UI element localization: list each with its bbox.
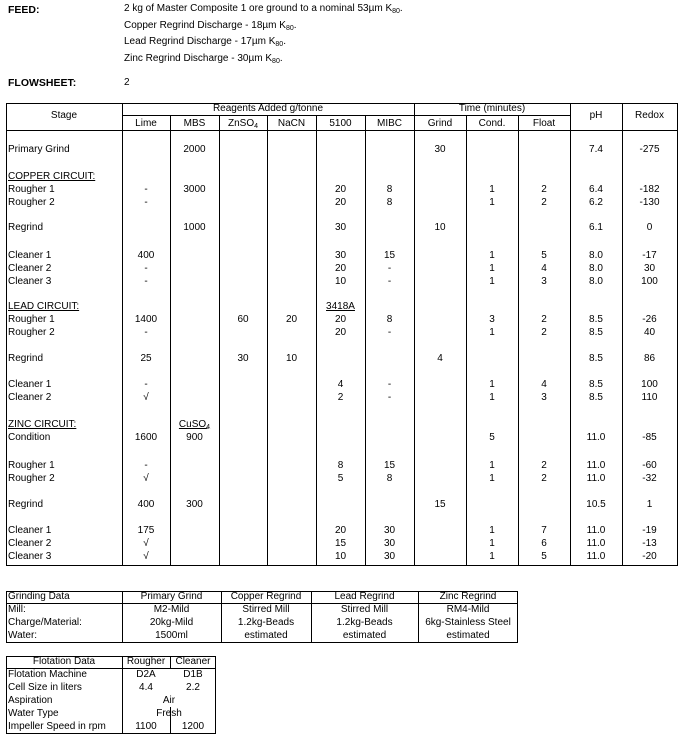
value-cell-ph: 11.0 xyxy=(586,551,606,562)
subscript: 80 xyxy=(272,57,280,65)
value-cell-cond: 1 xyxy=(489,551,495,562)
stage-cell: Cleaner 3 xyxy=(8,276,52,287)
value-cell-redox: -17 xyxy=(642,250,657,261)
value-cell-5100: 20 xyxy=(334,327,347,338)
grinding-header: Lead Regrind xyxy=(334,591,395,602)
value-cell-cond: 1 xyxy=(489,538,495,549)
value-cell-float: 2 xyxy=(541,197,547,208)
value-cell-float: 5 xyxy=(541,250,547,261)
col-header-lime: Lime xyxy=(135,118,157,129)
stage-cell: Rougher 2 xyxy=(8,327,55,338)
stage-cell: Cleaner 3 xyxy=(8,551,52,562)
value-cell-mibc: 30 xyxy=(383,551,396,562)
value-cell-grind: 30 xyxy=(434,144,446,155)
value-cell-ph: 7.4 xyxy=(589,144,603,155)
value-cell-redox: 100 xyxy=(641,379,658,390)
value-cell-lime: 400 xyxy=(137,499,155,510)
stage-cell: Rougher 2 xyxy=(8,473,55,484)
grinding-cell: 6kg-Stainless Steel xyxy=(425,617,511,628)
value-cell-cond: 3 xyxy=(489,314,495,325)
value-cell-5100: 15 xyxy=(334,538,347,549)
table-border xyxy=(219,115,220,566)
value-cell-lime: - xyxy=(144,379,148,390)
value-cell-ph: 6.4 xyxy=(589,184,603,195)
col-header-znso: ZnSO$_4$ xyxy=(227,118,259,130)
value-cell-redox: 110 xyxy=(641,392,658,403)
flowsheet-label: FLOWSHEET: xyxy=(8,77,77,89)
value-cell-float: 4 xyxy=(541,379,547,390)
value-cell-ph: 8.5 xyxy=(589,353,603,364)
flotation-cell-rougher: D2A xyxy=(136,669,156,680)
grinding-cell: estimated xyxy=(446,630,490,641)
value-cell-5100: 2 xyxy=(337,392,344,403)
stage-cell: Cleaner 1 xyxy=(8,250,52,261)
value-cell-lime: - xyxy=(144,263,148,274)
value-cell-redox: -32 xyxy=(642,473,657,484)
grinding-cell: Stirred Mill xyxy=(340,604,389,615)
value-cell-redox: 0 xyxy=(646,222,653,233)
value-cell-lime: - xyxy=(144,197,148,208)
stage-cell: Primary Grind xyxy=(8,144,70,155)
value-cell-5100: 30 xyxy=(334,250,347,261)
value-cell-float: 2 xyxy=(541,473,547,484)
flotation-header-cleaner: Cleaner xyxy=(175,656,211,667)
redox-header: Redox xyxy=(635,110,664,121)
subscript: 80 xyxy=(392,8,400,15)
value-cell-redox: 86 xyxy=(643,353,656,364)
value-cell-float: 3 xyxy=(541,276,547,287)
flotation-cell-cleaner: 1200 xyxy=(181,721,205,732)
value-cell-redox: -275 xyxy=(639,144,660,155)
value-cell-ph: 11.0 xyxy=(586,525,606,536)
table-border xyxy=(267,115,268,566)
value-cell-cond: 1 xyxy=(489,197,495,208)
grinding-cell: 1500ml xyxy=(155,630,188,641)
value-cell-mbs: 900 xyxy=(186,432,203,443)
value-cell-lime: 1400 xyxy=(134,314,158,325)
value-cell-mbs: 3000 xyxy=(183,184,206,195)
flotation-cell-rougher: 4.4 xyxy=(139,682,153,693)
flotation-cell: Air xyxy=(162,695,176,706)
value-cell-ph: 11.0 xyxy=(586,538,606,549)
value-cell-ph: 6.2 xyxy=(589,197,603,208)
value-cell-cond: 1 xyxy=(489,460,495,471)
value-cell-redox: -60 xyxy=(642,460,657,471)
stage-cell: ZINC CIRCUIT: xyxy=(8,419,77,430)
value-cell-redox: 100 xyxy=(641,276,658,287)
value-cell-lime: 400 xyxy=(137,250,155,261)
flotation-header-rougher: Rougher xyxy=(126,656,166,667)
stage-cell: Regrind xyxy=(8,353,44,364)
value-cell-float: 2 xyxy=(541,460,547,471)
feed-label: FEED: xyxy=(8,4,40,16)
value-cell-5100: 20 xyxy=(334,184,347,195)
value-cell-cond: 5 xyxy=(489,432,495,443)
col-header-cond: Cond. xyxy=(478,118,506,129)
value-cell-float: 4 xyxy=(541,263,547,274)
col-header-float: Float xyxy=(532,118,556,129)
stage-cell: Rougher 2 xyxy=(8,197,55,208)
table-border xyxy=(466,115,467,566)
value-cell-5100: 20 xyxy=(334,263,347,274)
flotation-row-label: Flotation Machine xyxy=(8,669,87,680)
time-header: Time (minutes) xyxy=(458,103,526,114)
value-cell-5100: 20 xyxy=(334,525,347,536)
value-cell-grind: 4 xyxy=(437,353,443,364)
value-cell-cond: 1 xyxy=(489,184,495,195)
value-cell-5100: 30 xyxy=(334,222,347,233)
col-header-mibc: MIBC xyxy=(377,118,402,129)
grinding-row-label: Water: xyxy=(8,630,38,641)
value-cell-mbs: 300 xyxy=(186,499,203,510)
table-border xyxy=(122,115,570,116)
value-cell-redox: -130 xyxy=(639,197,660,208)
value-cell-mibc: 30 xyxy=(383,538,396,549)
value-cell-lime: √ xyxy=(143,551,149,562)
value-cell-redox: -19 xyxy=(642,525,657,536)
value-cell-mibc: 15 xyxy=(383,460,396,471)
stage-cell: Cleaner 1 xyxy=(8,379,52,390)
value-cell-redox: -13 xyxy=(642,538,657,549)
value-cell-cond: 1 xyxy=(489,250,495,261)
subscript: 80 xyxy=(275,41,284,48)
feed-line: Lead Regrind Discharge - 17µm $K_{80}$. xyxy=(124,36,286,48)
value-cell-redox: 30 xyxy=(643,263,656,274)
flotation-header: Flotation Data xyxy=(32,656,96,667)
value-cell-redox: 1 xyxy=(646,499,653,510)
col-header-5100: 5100 xyxy=(329,118,352,129)
value-cell-redox: -20 xyxy=(642,551,657,562)
flotation-cell: Fresh xyxy=(156,708,182,719)
value-cell-cond: 1 xyxy=(489,327,495,338)
flowsheet-value: 2 xyxy=(124,77,130,88)
value-cell-grind: 10 xyxy=(434,222,446,233)
value-cell-lime: √ xyxy=(143,473,149,484)
value-cell-ph: 6.1 xyxy=(589,222,603,233)
value-cell-lime: - xyxy=(144,327,148,338)
col-header-grind: Grind xyxy=(427,118,453,129)
value-cell-mibc: 8 xyxy=(386,184,393,195)
reagents-header: Reagents Added g/tonne xyxy=(212,103,324,114)
value-cell-mibc: 8 xyxy=(386,473,393,484)
value-cell-redox: 40 xyxy=(643,327,656,338)
value-cell-float: 2 xyxy=(541,314,547,325)
value-cell-5100: 3418A xyxy=(326,301,355,312)
table-border xyxy=(414,103,415,566)
value-cell-lime: - xyxy=(144,276,148,287)
value-cell-5100: 20 xyxy=(334,197,347,208)
flotation-row-label: Aspiration xyxy=(8,695,53,706)
value-cell-float: 3 xyxy=(541,392,547,403)
value-cell-ph: 8.0 xyxy=(589,276,603,287)
value-cell-mibc: 8 xyxy=(386,197,393,208)
stage-cell: Regrind xyxy=(8,222,44,233)
grinding-row-label: Mill: xyxy=(8,604,26,615)
value-cell-mibc: - xyxy=(387,392,392,403)
value-cell-mibc: - xyxy=(387,379,392,390)
flotation-row-label: Water Type xyxy=(8,708,59,719)
value-cell-znso: 30 xyxy=(237,353,249,364)
stage-cell: Rougher 1 xyxy=(8,460,55,471)
stage-cell: Cleaner 2 xyxy=(8,392,52,403)
table-border xyxy=(316,115,317,566)
value-cell-ph: 10.5 xyxy=(586,499,606,510)
header-divider xyxy=(6,130,678,131)
value-cell-lime: √ xyxy=(143,392,149,403)
flotation-row-label: Cell Size in liters xyxy=(8,682,82,693)
stage-header: Stage xyxy=(50,110,78,121)
value-cell-float: 7 xyxy=(541,525,547,536)
value-cell-lime: 1600 xyxy=(134,432,158,443)
value-cell-mibc: 8 xyxy=(386,314,393,325)
value-cell-redox: -85 xyxy=(642,432,657,443)
grinding-cell: M2-Mild xyxy=(153,604,190,615)
value-cell-float: 2 xyxy=(541,184,547,195)
grinding-row-label: Charge/Material: xyxy=(8,617,82,628)
col-header-nacn: NaCN xyxy=(277,118,306,129)
stage-cell: Rougher 1 xyxy=(8,314,55,325)
grinding-cell: 20kg-Mild xyxy=(149,617,194,628)
stage-cell: Condition xyxy=(8,432,51,443)
value-cell-mbs: 2000 xyxy=(183,144,206,155)
value-cell-ph: 8.0 xyxy=(589,250,603,261)
subscript: 4 xyxy=(206,424,211,431)
value-cell-cond: 1 xyxy=(489,525,495,536)
reagent-name: CuSO$_4$ xyxy=(178,419,211,431)
value-cell-redox: -182 xyxy=(639,184,660,195)
value-cell-ph: 11.0 xyxy=(586,460,606,471)
value-cell-grind: 15 xyxy=(434,499,446,510)
stage-cell: Regrind xyxy=(8,499,44,510)
flotation-cell-cleaner: D1B xyxy=(183,669,203,680)
value-cell-lime: 25 xyxy=(140,353,152,364)
value-cell-float: 5 xyxy=(541,551,547,562)
flotation-cell-cleaner: 2.2 xyxy=(186,682,200,693)
value-cell-5100: 5 xyxy=(337,473,344,484)
value-cell-cond: 1 xyxy=(489,473,495,484)
ph-header: pH xyxy=(589,110,603,121)
col-header-mbs: MBS xyxy=(183,118,206,129)
flotation-row-label: Impeller Speed in rpm xyxy=(8,721,106,732)
value-cell-cond: 1 xyxy=(489,276,495,287)
grinding-cell: estimated xyxy=(342,630,387,641)
value-cell-float: 2 xyxy=(541,327,547,338)
value-cell-ph: 8.5 xyxy=(589,379,603,390)
value-cell-znso: 60 xyxy=(237,314,249,325)
value-cell-ph: 8.5 xyxy=(589,314,603,325)
value-cell-nacn: 10 xyxy=(285,353,298,364)
value-cell-float: 6 xyxy=(541,538,547,549)
table-border xyxy=(518,115,519,566)
value-cell-mibc: - xyxy=(387,263,392,274)
value-cell-mibc: 15 xyxy=(383,250,396,261)
value-cell-ph: 8.5 xyxy=(589,327,603,338)
stage-cell: Rougher 1 xyxy=(8,184,55,195)
value-cell-mibc: 30 xyxy=(383,525,396,536)
value-cell-ph: 11.0 xyxy=(586,473,606,484)
grinding-header: Primary Grind xyxy=(140,591,203,602)
value-cell-ph: 8.0 xyxy=(589,263,603,274)
value-cell-5100: 20 xyxy=(334,314,347,325)
stage-cell: Cleaner 2 xyxy=(8,263,52,274)
value-cell-cond: 1 xyxy=(489,263,495,274)
value-cell-mibc: - xyxy=(387,276,392,287)
value-cell-5100: 10 xyxy=(334,551,347,562)
value-cell-lime: - xyxy=(144,460,148,471)
grinding-cell: 1.2kg-Beads xyxy=(237,617,295,628)
feed-line: Copper Regrind Discharge - 18µm $K_{80}$. xyxy=(124,19,297,32)
grinding-cell: 1.2kg-Beads xyxy=(336,617,393,628)
value-cell-ph: 8.5 xyxy=(589,392,603,403)
value-cell-nacn: 20 xyxy=(285,314,298,325)
value-cell-cond: 1 xyxy=(489,379,495,390)
stage-cell: COPPER CIRCUIT: xyxy=(8,171,96,182)
stage-cell: LEAD CIRCUIT: xyxy=(8,301,80,312)
value-cell-lime: √ xyxy=(143,538,149,549)
value-cell-mibc: - xyxy=(387,327,392,338)
table-border xyxy=(365,115,366,566)
value-cell-5100: 8 xyxy=(337,460,344,471)
flotation-cell-rougher: 1100 xyxy=(135,721,157,732)
value-cell-lime: 175 xyxy=(137,525,155,536)
value-cell-cond: 1 xyxy=(489,392,495,403)
grinding-cell: estimated xyxy=(244,630,288,641)
value-cell-ph: 11.0 xyxy=(586,432,606,443)
stage-cell: Cleaner 1 xyxy=(8,525,52,536)
grinding-cell: RM4-Mild xyxy=(446,604,490,615)
value-cell-5100: 4 xyxy=(337,379,344,390)
grinding-cell: Stirred Mill xyxy=(242,604,290,615)
feed-line: 2 kg of Master Composite 1 ore ground to a nominal 53µm $K_{80}$. xyxy=(124,3,403,15)
value-cell-redox: -26 xyxy=(642,314,657,325)
subscript: 4 xyxy=(254,123,259,130)
grinding-header: Grinding Data xyxy=(8,591,70,602)
grinding-header: Zinc Regrind xyxy=(439,591,497,602)
subscript: 80 xyxy=(285,24,294,32)
stage-cell: Cleaner 2 xyxy=(8,538,52,549)
grinding-header: Copper Regrind xyxy=(230,591,302,602)
feed-line: Zinc Regrind Discharge - 30µm $K_{80}$. xyxy=(124,52,283,65)
value-cell-5100: 10 xyxy=(334,276,347,287)
value-cell-mbs: 1000 xyxy=(183,222,206,233)
value-cell-lime: - xyxy=(144,184,148,195)
